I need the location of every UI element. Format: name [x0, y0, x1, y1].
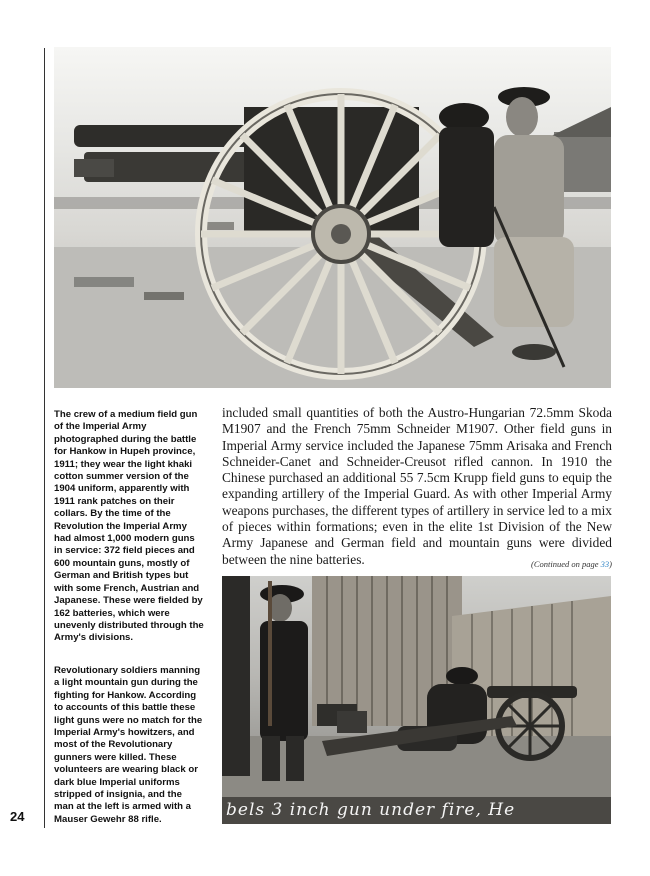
continued-page-link[interactable]: 33 — [600, 559, 610, 569]
caption-mountain-gun: Revolutionary soldiers manning a light mountain gun during the fighting for Hankow. According to accounts of this battle these light guns were no match for the Imperial Army's howitzers, and most of the Revolutionary gunners were killed. These volunteers are wearing black or dark blue Imperial uniforms stripped of insignia, and the man at the left is armed with a Mauser Gewehr 88 rifle. — [54, 665, 203, 825]
margin-rule — [44, 48, 45, 828]
caption-field-gun: The crew of a medium field gun of the Imperial Army photographed during the battle for Hankow in Hupeh province, 1911; they wear the light khaki cotton summer version of the 1904 uniform, apparently with 1911 rank patches on their collars. By the time of the Revolution the Imperial Army had almost 1,000 modern guns in service: 372 field pieces and 600 mountain guns, mostly of German and British types but with some French, Austrian and Japanese. These were fielded by 162 batteries, which were unevenly distributed through the Army's divisions. — [54, 409, 204, 644]
field-gun-illustration — [54, 47, 611, 388]
continued-suffix: ) — [609, 559, 612, 569]
field-gun-crew-photo — [54, 47, 611, 388]
mountain-gun-illustration — [222, 576, 611, 824]
continued-note — [470, 559, 612, 569]
mountain-gun-photo — [222, 576, 611, 824]
body-paragraph: included small quantities of both the Austro-Hungarian 72.5mm Skoda M1907 and the French 75mm Schneider M1907. Other field guns in Imperial Army service included the Japanese 75mm Arisaka and French Schneider-Canet and Schneider-Creusot rifled cannon. In 1910 the Chinese purchased an additional 55 7.5cm Krupp field guns to equip the expanding artillery of the Imperial Guard. As with other Imperial Army weapons purchases, the different types of artillery in service led to a mix of pieces within formations; even in the elite 1st Division of the New Army Japanese and German field and mountain guns were divided between the nine batteries. — [222, 405, 612, 567]
page-number: 24 — [10, 809, 25, 824]
continued-prefix: (Continued on page — [531, 559, 601, 569]
photo-inscription: bels 3 inch gun under fire, He — [226, 800, 516, 820]
